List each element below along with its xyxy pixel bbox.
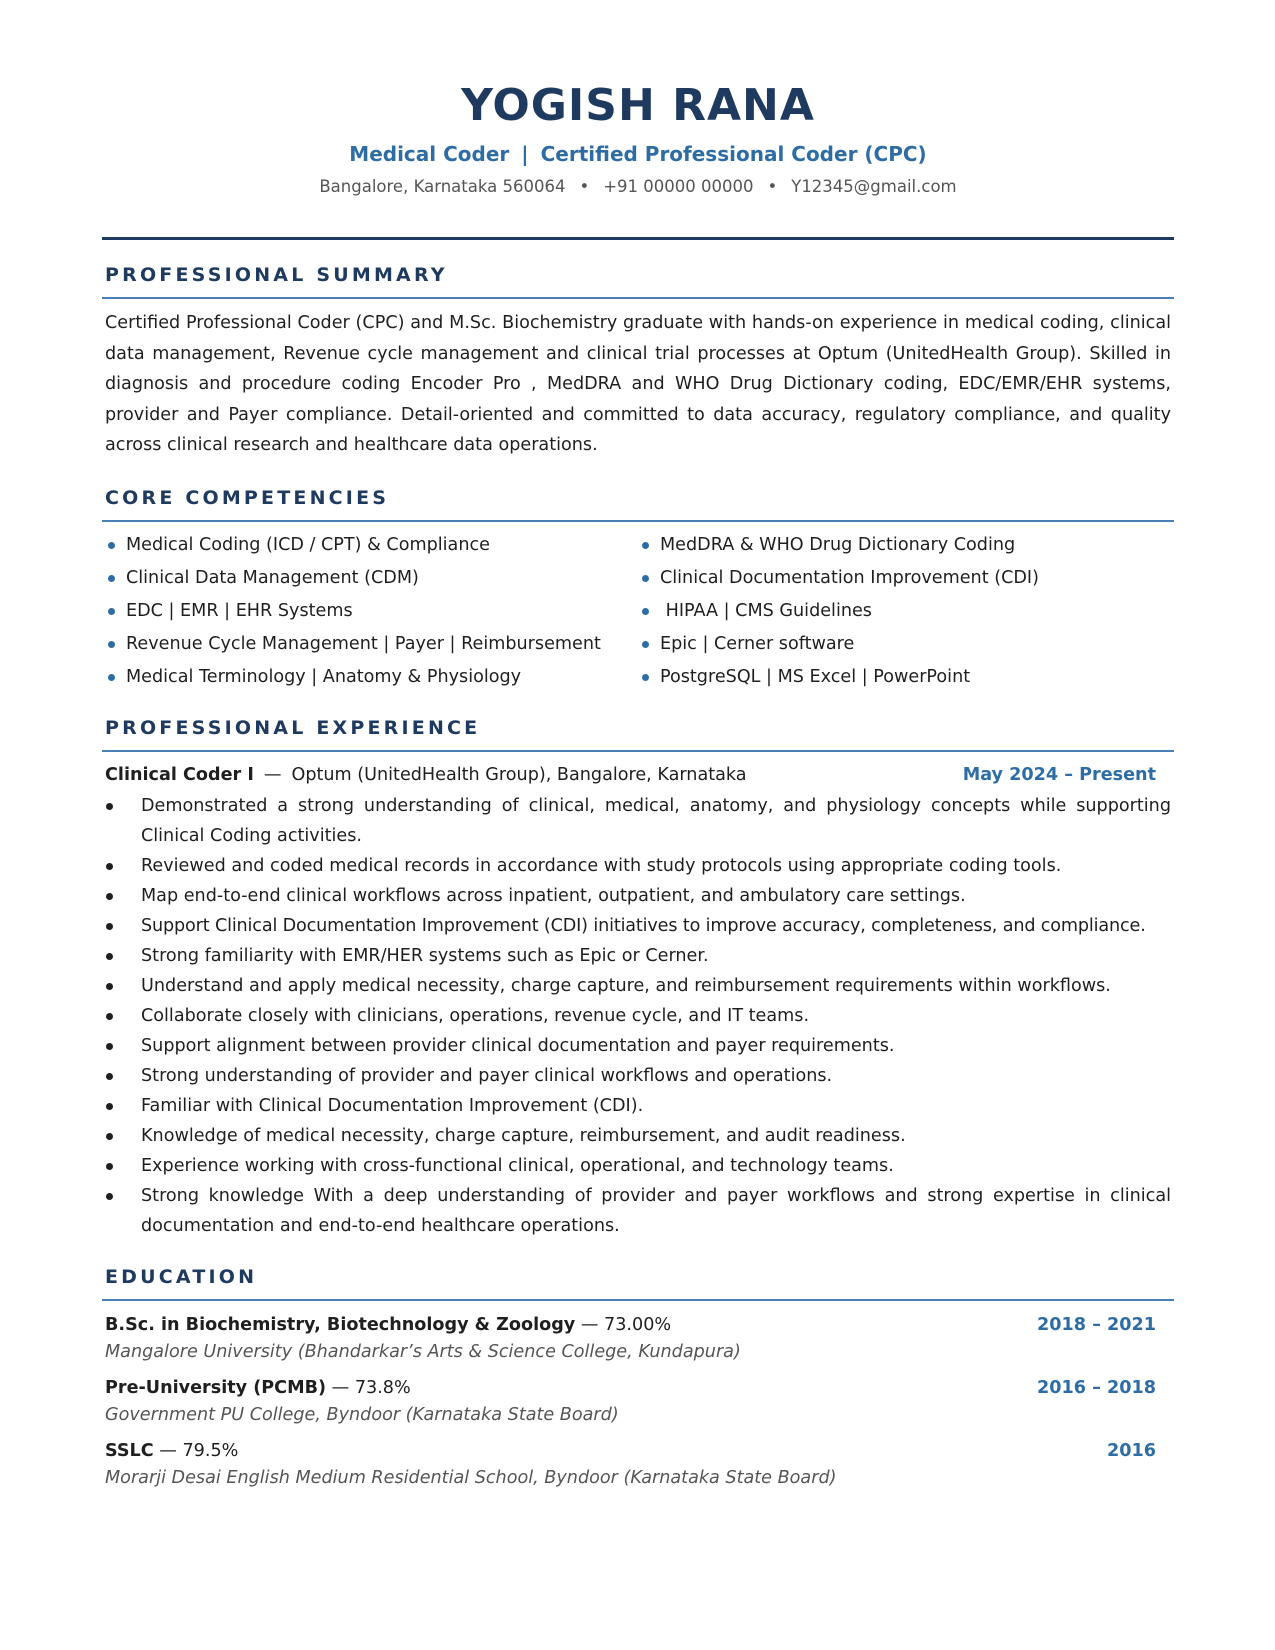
education-degree-line <box>105 1311 671 1339</box>
education-line <box>105 1374 1156 1402</box>
candidate-name: YOGISH RANA <box>461 80 815 131</box>
list-item <box>105 1001 1171 1031</box>
contact-location: Bangalore, Karnataka 560064 <box>319 177 566 196</box>
contact-separator: • <box>579 177 590 196</box>
job-role: Clinical Coder I <box>105 764 254 785</box>
bullet-icon <box>106 983 113 990</box>
education-score: — 73.00% <box>575 1314 672 1335</box>
list-item <box>105 791 1171 851</box>
title-secondary: Certified Professional Coder (CPC) <box>540 142 927 166</box>
competency-item <box>105 661 639 694</box>
section-heading: PROFESSIONAL EXPERIENCE <box>105 716 481 739</box>
competency-item <box>105 529 639 562</box>
bullet-icon <box>642 608 649 615</box>
resume-page <box>102 0 1174 1491</box>
competencies-right-column <box>639 529 1039 694</box>
bullet-text: Experience working with cross-functional clinical, operational, and technology teams. <box>141 1155 894 1176</box>
competencies-grid <box>102 529 1174 694</box>
competency-label: Clinical Documentation Improvement (CDI) <box>660 567 1039 588</box>
competency-item <box>639 595 1039 628</box>
list-item <box>105 851 1171 881</box>
competency-label: Epic | Cerner software <box>660 633 855 654</box>
bullet-icon <box>108 575 115 582</box>
bullet-icon <box>642 641 649 648</box>
bullet-icon <box>106 1013 113 1020</box>
competency-item <box>639 562 1039 595</box>
job-company: Optum (UnitedHealth Group), Bangalore, Karnataka <box>291 764 747 785</box>
bullet-text: Collaborate closely with clinicians, operations, revenue cycle, and IT teams. <box>141 1005 810 1026</box>
list-item <box>105 1181 1171 1241</box>
competency-label: Revenue Cycle Management | Payer | Reimbursement <box>126 633 601 654</box>
bullet-icon <box>106 1193 113 1200</box>
competency-item <box>639 529 1039 562</box>
list-item <box>105 911 1171 941</box>
contact-separator: • <box>767 177 778 196</box>
education-degree: B.Sc. in Biochemistry, Biotechnology & Zoology <box>105 1314 576 1335</box>
education-dates: 2016 <box>1107 1440 1156 1461</box>
bullet-text: Knowledge of medical necessity, charge capture, reimbursement, and audit readiness. <box>141 1125 906 1146</box>
contact-phone: +91 00000 00000 <box>603 177 754 196</box>
bullet-icon <box>106 1103 113 1110</box>
education-line <box>105 1437 1156 1465</box>
education-degree: SSLC <box>105 1440 154 1461</box>
list-item <box>105 941 1171 971</box>
contact-email: Y12345@gmail.com <box>791 177 957 196</box>
job-header <box>102 761 1174 789</box>
bullet-icon <box>642 575 649 582</box>
experience-section <box>102 714 1174 1241</box>
competency-label: EDC | EMR | EHR Systems <box>126 600 353 621</box>
contact-line <box>102 174 1174 200</box>
competency-label: PostgreSQL | MS Excel | PowerPoint <box>660 666 971 687</box>
competency-item <box>105 595 639 628</box>
bullet-text: Demonstrated a strong understanding of clinical, medical, anatomy, and physiology concepts while supporting Clinical Coding activities. <box>141 795 1171 846</box>
section-divider <box>102 750 1174 752</box>
summary-section <box>102 261 1174 461</box>
education-entry <box>102 1311 1174 1365</box>
list-item <box>105 881 1171 911</box>
bullet-text: Support Clinical Documentation Improvement (CDI) initiatives to improve accuracy, completeness, and compliance. <box>141 915 1146 936</box>
education-school: Government PU College, Byndoor (Karnataka State Board) <box>105 1404 619 1425</box>
bullet-icon <box>106 1073 113 1080</box>
competency-item <box>639 661 1039 694</box>
section-divider <box>102 1299 1174 1301</box>
job-dash: — <box>263 764 282 785</box>
education-degree: Pre-University (PCMB) <box>105 1377 327 1398</box>
bullet-icon <box>106 803 113 810</box>
section-divider <box>102 297 1174 299</box>
job-dates: May 2024 – Present <box>962 764 1156 785</box>
bullet-icon <box>106 1163 113 1170</box>
bullet-text: Understand and apply medical necessity, charge capture, and reimbursement requirements within workflows. <box>141 975 1111 996</box>
bullet-icon <box>106 953 113 960</box>
bullet-text: Map end-to-end clinical workflows across inpatient, outpatient, and ambulatory care settings. <box>141 885 966 906</box>
bullet-icon <box>108 641 115 648</box>
summary-text: Certified Professional Coder (CPC) and M.Sc. Biochemistry graduate with hands-on experience in medical coding, clinical data management, Revenue cycle management and clinical trial processes at Optum (UnitedHealth Group). Skilled in diagnosis and procedure coding Encoder Pro , MedDRA and WHO Drug Dictionary coding, EDC/EMR/EHR systems, provider and Payer compliance. Detail-oriented and committed to data accuracy, regulatory compliance, and quality across clinical research and healthcare data operations. <box>105 313 1171 455</box>
job-bullets <box>102 791 1174 1241</box>
competency-label: MedDRA & WHO Drug Dictionary Coding <box>660 534 1016 555</box>
competency-label: Medical Coding (ICD / CPT) & Compliance <box>126 534 490 555</box>
bullet-text: Strong familiarity with EMR/HER systems such as Epic or Cerner. <box>141 945 709 966</box>
list-item <box>105 1061 1171 1091</box>
section-heading: CORE COMPETENCIES <box>105 486 390 509</box>
education-section <box>102 1263 1174 1491</box>
job-title-company <box>105 761 747 789</box>
section-heading: EDUCATION <box>105 1265 258 1288</box>
section-heading: PROFESSIONAL SUMMARY <box>105 264 448 286</box>
bullet-icon <box>106 1043 113 1050</box>
list-item <box>105 971 1171 1001</box>
bullet-icon <box>108 674 115 681</box>
education-entry <box>102 1437 1174 1491</box>
bullet-text: Familiar with Clinical Documentation Improvement (CDI). <box>141 1095 644 1116</box>
bullet-icon <box>106 893 113 900</box>
header-divider <box>102 237 1174 240</box>
education-school: Mangalore University (Bhandarkar’s Arts & Science College, Kundapura) <box>105 1341 741 1362</box>
bullet-text: Strong understanding of provider and payer clinical workflows and operations. <box>141 1065 833 1086</box>
bullet-icon <box>108 608 115 615</box>
education-score: — 73.8% <box>326 1377 411 1398</box>
title-primary: Medical Coder <box>349 142 510 166</box>
competency-item <box>105 628 639 661</box>
competency-label: Medical Terminology | Anatomy & Physiology <box>126 666 522 687</box>
competency-label: Clinical Data Management (CDM) <box>126 567 419 588</box>
bullet-text: Support alignment between provider clinical documentation and payer requirements. <box>141 1035 895 1056</box>
education-line <box>105 1311 1156 1339</box>
title-separator: | <box>521 142 529 166</box>
job-title-line <box>102 140 1174 168</box>
bullet-icon <box>106 1133 113 1140</box>
bullet-text: Strong knowledge With a deep understanding of provider and payer workflows and strong expertise in clinical documentation and end-to-end healthcare operations. <box>141 1185 1171 1236</box>
education-entry <box>102 1374 1174 1428</box>
education-degree-line <box>105 1374 411 1402</box>
education-school: Morarji Desai English Medium Residential School, Byndoor (Karnataka State Board) <box>105 1467 837 1488</box>
education-dates: 2018 – 2021 <box>1037 1314 1156 1335</box>
bullet-icon <box>106 863 113 870</box>
competency-item <box>639 628 1039 661</box>
list-item <box>105 1121 1171 1151</box>
list-item <box>105 1091 1171 1121</box>
section-divider <box>102 520 1174 522</box>
education-dates: 2016 – 2018 <box>1037 1377 1156 1398</box>
education-degree-line <box>105 1437 238 1465</box>
list-item <box>105 1151 1171 1181</box>
bullet-icon <box>106 923 113 930</box>
education-score: — 79.5% <box>153 1440 239 1461</box>
bullet-icon <box>108 542 115 549</box>
competencies-left-column <box>105 529 639 694</box>
competencies-section <box>102 484 1174 694</box>
competency-item <box>105 562 639 595</box>
list-item <box>105 1031 1171 1061</box>
competency-label: HIPAA | CMS Guidelines <box>660 600 872 621</box>
bullet-text: Reviewed and coded medical records in accordance with study protocols using appropriate coding tools. <box>141 855 1062 876</box>
bullet-icon <box>642 674 649 681</box>
bullet-icon <box>642 542 649 549</box>
